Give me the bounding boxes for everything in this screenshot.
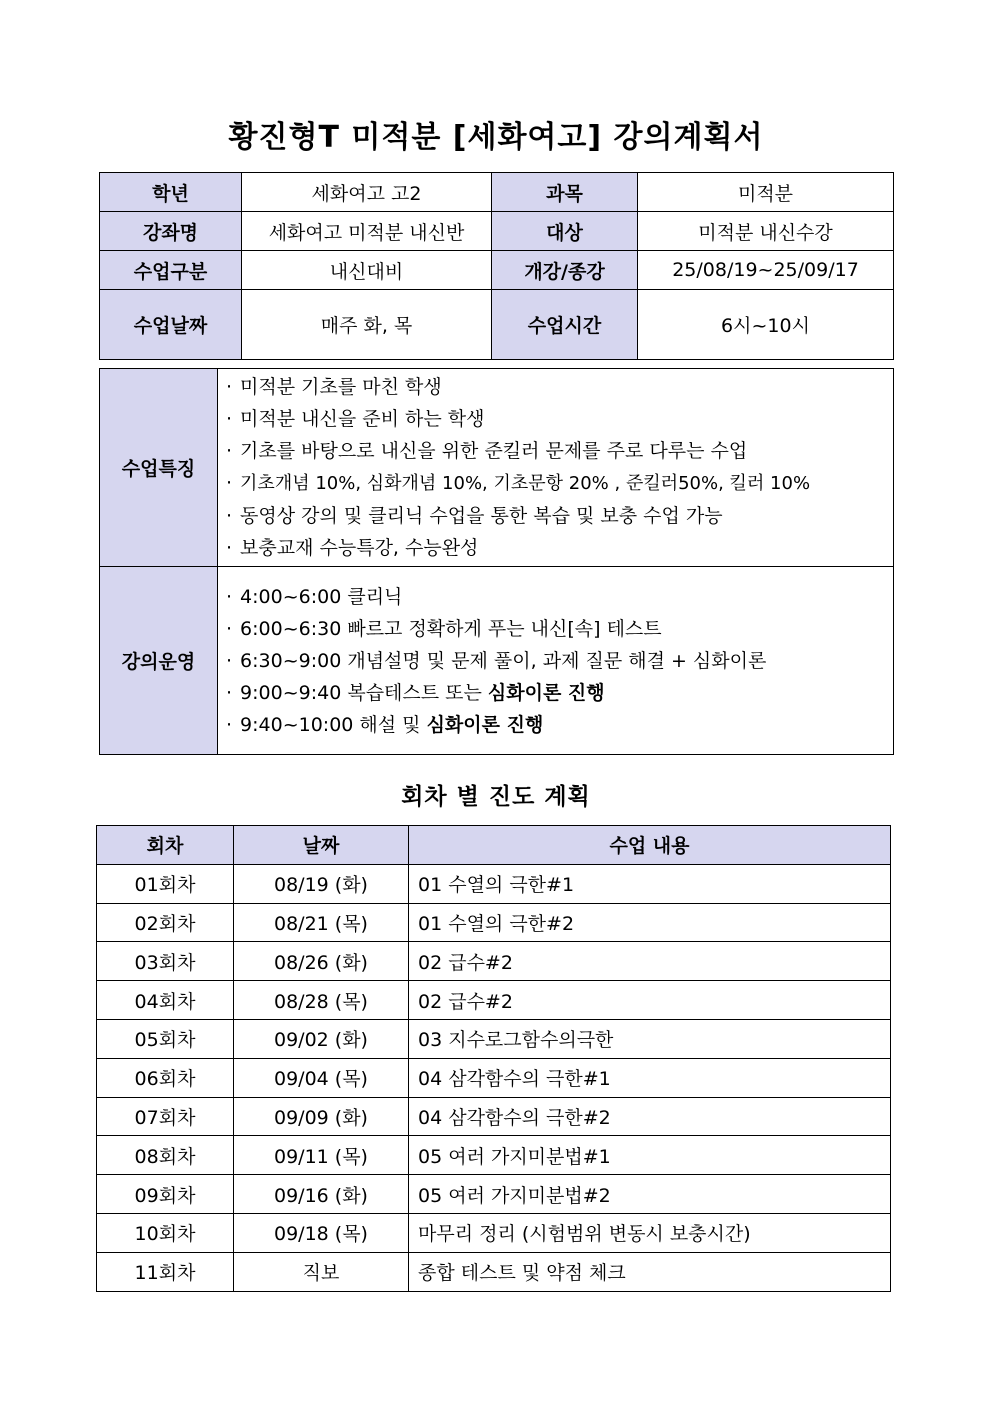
schedule-header-row [97,826,891,865]
session-cell: 03회차 [97,942,234,981]
session-cell: 11회차 [97,1252,234,1291]
date-cell: 09/04 (목) [234,1058,409,1097]
features-list [218,369,894,567]
info-row [100,290,894,360]
course-detail-table [99,368,894,755]
date-header: 날짜 [234,826,409,865]
session-cell: 02회차 [97,903,234,942]
session-cell: 01회차 [97,864,234,903]
table-row [97,903,891,942]
target-label: 대상 [492,212,638,251]
target-value: 미적분 내신수강 [638,212,894,251]
operation-row [100,567,894,755]
date-label: 수업날짜 [100,290,242,360]
content-header: 수업 내용 [409,826,891,865]
feature-item: · 동영상 강의 및 클리닉 수업을 통한 복습 및 보충 수업 가능 [226,505,723,527]
content-cell: 마무리 정리 (시험범위 변동시 보충시간) [409,1213,891,1252]
grade-value: 세화여고 고2 [242,173,492,212]
content-cell: 04 삼각함수의 극한#1 [409,1058,891,1097]
date-cell: 08/28 (목) [234,981,409,1020]
date-cell: 09/02 (화) [234,1019,409,1058]
operation-item: · 4:00~6:00 클리닉 [226,585,403,608]
table-row [97,1097,891,1136]
course-label: 강좌명 [100,212,242,251]
session-cell: 07회차 [97,1097,234,1136]
course-info-table [99,172,894,360]
date-cell: 직보 [234,1252,409,1291]
date-cell: 09/11 (목) [234,1136,409,1175]
info-row [100,212,894,251]
table-row [97,1058,891,1097]
table-row [97,1019,891,1058]
table-row [97,864,891,903]
feature-item: · 미적분 기초를 마친 학생 [226,376,442,398]
content-cell: 01 수열의 극한#1 [409,864,891,903]
type-label: 수업구분 [100,251,242,290]
table-row [97,1213,891,1252]
info-row [100,251,894,290]
session-cell: 10회차 [97,1213,234,1252]
date-cell: 09/16 (화) [234,1175,409,1214]
time-label: 수업시간 [492,290,638,360]
session-header: 회차 [97,826,234,865]
feature-item: · 기초를 바탕으로 내신을 위한 준킬러 문제를 주로 다루는 수업 [226,440,748,462]
page-title: 황진형T 미적분 [세화여고] 강의계획서 [228,120,764,155]
info-row [100,173,894,212]
date-cell: 08/26 (화) [234,942,409,981]
content-cell: 02 급수#2 [409,942,891,981]
time-value: 6시~10시 [638,290,894,360]
schedule-table [96,825,891,1292]
table-row [97,1175,891,1214]
features-label: 수업특징 [100,369,218,567]
features-row [100,369,894,567]
date-value: 매주 화, 목 [242,290,492,360]
period-label: 개강/종강 [492,251,638,290]
content-cell: 05 여러 가지미분법#1 [409,1136,891,1175]
table-row [97,1136,891,1175]
date-cell: 08/21 (목) [234,903,409,942]
operation-label: 강의운영 [100,567,218,755]
session-cell: 04회차 [97,981,234,1020]
date-cell: 08/19 (화) [234,864,409,903]
period-value: 25/08/19~25/09/17 [638,251,894,290]
operation-item: · 6:00~6:30 빠르고 정확하게 푸는 내신[속] 테스트 [226,617,662,640]
feature-item: · 보충교재 수능특강, 수능완성 [226,537,479,559]
content-cell: 05 여러 가지미분법#2 [409,1175,891,1214]
session-cell: 09회차 [97,1175,234,1214]
table-row [97,942,891,981]
feature-item: · 기초개념 10%, 심화개념 10%, 기초문항 20% , 준킬러50%, 킬러 10% [226,472,811,494]
course-value: 세화여고 미적분 내신반 [242,212,492,251]
operation-item: · 9:00~9:40 복습테스트 또는 심화이론 진행 [226,681,605,704]
date-cell: 09/18 (목) [234,1213,409,1252]
session-cell: 06회차 [97,1058,234,1097]
subject-label: 과목 [492,173,638,212]
grade-label: 학년 [100,173,242,212]
content-cell: 종합 테스트 및 약점 체크 [409,1252,891,1291]
content-cell: 03 지수로그함수의극한 [409,1019,891,1058]
operation-list [218,567,894,755]
type-value: 내신대비 [242,251,492,290]
feature-item: · 미적분 내신을 준비 하는 학생 [226,408,485,430]
content-cell: 01 수열의 극한#2 [409,903,891,942]
date-cell: 09/09 (화) [234,1097,409,1136]
operation-item: · 6:30~9:00 개념설명 및 문제 풀이, 과제 질문 해결 + 심화이론 [226,649,767,672]
subject-value: 미적분 [638,173,894,212]
content-cell: 02 급수#2 [409,981,891,1020]
table-row [97,1252,891,1291]
operation-item: · 9:40~10:00 해설 및 심화이론 진행 [226,713,544,736]
content-cell: 04 삼각함수의 극한#2 [409,1097,891,1136]
session-cell: 05회차 [97,1019,234,1058]
session-cell: 08회차 [97,1136,234,1175]
schedule-title: 회차 별 진도 계획 [401,784,591,810]
table-row [97,981,891,1020]
